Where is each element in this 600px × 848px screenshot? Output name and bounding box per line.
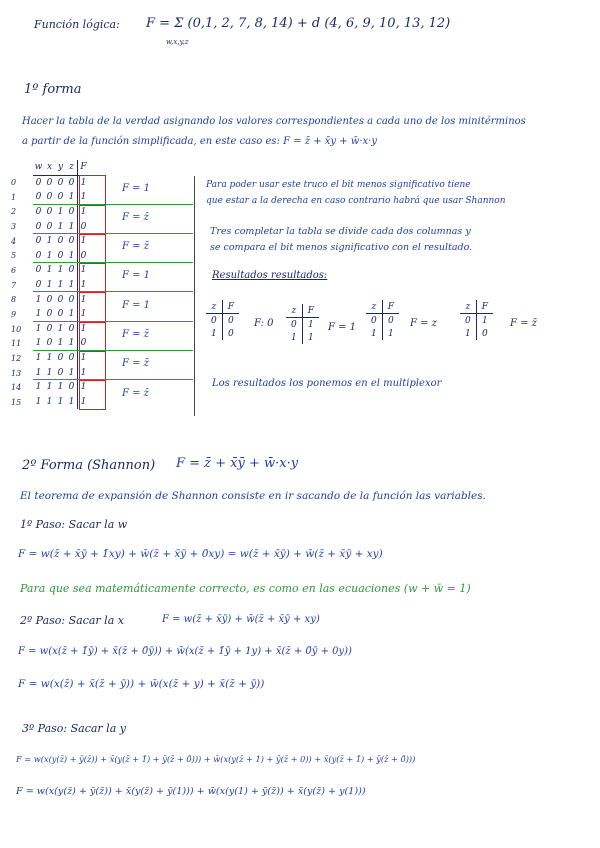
cell: 0: [46, 192, 53, 203]
row-number: 7: [11, 281, 17, 290]
group-result: F = z̄: [122, 241, 149, 252]
group-result: F = z̄: [122, 358, 149, 369]
pair-box: [79, 322, 106, 352]
cell: 0: [78, 249, 90, 264]
cell: 1: [302, 331, 319, 344]
cell: 0: [68, 382, 75, 393]
cell: 1: [78, 395, 90, 410]
cell: 0: [476, 327, 493, 340]
group-divider: [33, 233, 193, 234]
cell: 1: [382, 327, 399, 340]
group-result: F = z̄: [122, 212, 149, 223]
cell: 1: [46, 280, 53, 291]
cell: 1: [78, 234, 90, 249]
note-1-line-2: que estar a la derecha en caso contrario habrá que usar Shannon: [206, 196, 506, 206]
cell: F: [382, 300, 399, 314]
section-divider: [194, 176, 195, 416]
cell: 0: [57, 309, 64, 320]
cell: 0: [78, 219, 90, 234]
cell: 0: [57, 353, 64, 364]
row-number: 5: [11, 251, 17, 260]
result-label-1: F: 0: [254, 318, 274, 329]
col-header-x: x: [44, 160, 55, 175]
group-result: F = 1: [122, 270, 151, 281]
cell: 0: [68, 353, 75, 364]
group-result: F = 1: [122, 300, 151, 311]
result-table-3: [366, 300, 399, 340]
row-number: 0: [11, 178, 17, 187]
cell: 1: [68, 280, 75, 291]
cell: 1: [211, 328, 217, 339]
pair-box: [79, 175, 106, 205]
cell: 0: [68, 265, 75, 276]
cell: 0: [35, 221, 42, 232]
cell: 0: [46, 323, 53, 334]
row-number: 12: [11, 354, 22, 363]
cell: 0: [35, 236, 42, 247]
cell: 1: [57, 207, 64, 218]
cell: 0: [371, 315, 377, 326]
step-3-equation-b: F = w(x(y(z̄) + ȳ(z̄)) + x̄(y(z̄) + ȳ(1))) + w̄(x(y(1) + ȳ(z̄)) + x̄(y(z̄) + y(1))): [16, 786, 366, 797]
second-form-title: 2º Forma (Shannon): [22, 458, 156, 473]
cell: 1: [46, 396, 53, 407]
cell: 1: [78, 205, 90, 220]
intro-line-2: a partir de la función simplificada, en este caso es: F = z̄ + x̄y + w̄·x·y: [22, 136, 377, 147]
step-3-title: 3º Paso: Sacar la y: [22, 722, 126, 735]
second-form-formula: F = z̄ + x̄ȳ + w̄·x·y: [176, 456, 299, 471]
cell: 0: [57, 236, 64, 247]
mux-note: Los resultados los ponemos en el multiplexor: [212, 378, 442, 389]
cell: 1: [46, 353, 53, 364]
col-header-y: y: [55, 160, 66, 175]
cell: 1: [68, 396, 75, 407]
cell: 0: [46, 177, 53, 188]
result-label-2: F = 1: [328, 322, 357, 333]
row-number: 11: [11, 339, 22, 348]
cell: 0: [222, 314, 239, 328]
cell: 0: [211, 315, 217, 326]
cell: z: [460, 300, 476, 314]
cell: 0: [465, 315, 471, 326]
cell: 1: [78, 322, 90, 337]
cell: 1: [57, 265, 64, 276]
cell: 0: [68, 294, 75, 305]
cell: 0: [46, 338, 53, 349]
row-number: 10: [11, 325, 22, 334]
step-2-equation-b: F = w(x(z̄) + x̄(z̄ + ȳ)) + w̄(x(z̄ + y) + x̄(z̄ + ȳ)): [18, 678, 265, 690]
pair-box: [79, 234, 106, 264]
truth-table-header: [33, 160, 89, 175]
function-equation: F = Σ (0,1, 2, 7, 8, 14) + d (4, 6, 9, 10, 13, 12): [146, 16, 451, 31]
group-result: F = z̄: [122, 329, 149, 340]
group-divider: [33, 379, 193, 380]
row-number: 2: [11, 207, 17, 216]
cell: 0: [57, 294, 64, 305]
cell: 1: [57, 280, 64, 291]
intro-line-1: Hacer la tabla de la verdad asignando los valores correspondientes a cada uno de los minitérminos: [22, 116, 526, 127]
col-header-w: w: [33, 160, 44, 175]
pair-box: [79, 292, 106, 322]
group-divider: [33, 204, 193, 205]
group-result: F = 1: [122, 183, 151, 194]
row-number: 13: [11, 369, 22, 378]
cell: 0: [35, 250, 42, 261]
cell: 0: [291, 319, 297, 330]
cell: 1: [476, 314, 493, 328]
cell: 1: [78, 307, 90, 322]
group-result: F = z̄: [122, 388, 149, 399]
row-number: 6: [11, 266, 17, 275]
cell: 1: [68, 250, 75, 261]
cell: 0: [35, 280, 42, 291]
cell: 1: [57, 323, 64, 334]
cell: 0: [57, 367, 64, 378]
cell: 1: [46, 250, 53, 261]
cell: 0: [35, 207, 42, 218]
cell: 1: [291, 332, 297, 343]
group-divider: [33, 291, 193, 292]
result-label-3: F = z: [410, 318, 437, 329]
cell: z: [206, 300, 222, 314]
cell: 1: [78, 351, 90, 366]
cell: 1: [68, 221, 75, 232]
cell: 1: [46, 236, 53, 247]
cell: 0: [46, 309, 53, 320]
result-label-4: F = z̄: [510, 318, 537, 329]
cell: 0: [57, 177, 64, 188]
col-header-f: F: [78, 160, 90, 175]
cell: 1: [57, 382, 64, 393]
cell: F: [476, 300, 493, 314]
cell: 1: [35, 294, 42, 305]
group-divider: [33, 350, 193, 351]
cell: 0: [68, 177, 75, 188]
group-divider: [33, 321, 193, 322]
cell: 0: [78, 336, 90, 351]
cell: 1: [35, 309, 42, 320]
row-number: 1: [11, 193, 17, 202]
cell: 0: [382, 314, 399, 328]
function-label: Función lógica:: [34, 18, 120, 31]
cell: 1: [35, 367, 42, 378]
cell: z: [286, 304, 302, 318]
note-1-line-1: Para poder usar este truco el bit menos significativo tiene: [206, 180, 471, 190]
note-2-line-1: Tres completar la tabla se divide cada dos columnas y: [210, 226, 471, 237]
cell: 1: [78, 365, 90, 380]
cell: 1: [68, 309, 75, 320]
cell: 1: [68, 192, 75, 203]
row-number: 9: [11, 310, 17, 319]
cell: 1: [78, 263, 90, 278]
cell: 0: [46, 221, 53, 232]
row-number: 15: [11, 398, 22, 407]
green-note: Para que sea matemáticamente correcto, es como en las ecuaciones (w + w̄ = 1): [20, 582, 471, 595]
step-1-title: 1º Paso: Sacar la w: [20, 518, 128, 531]
cell: 1: [35, 323, 42, 334]
cell: 1: [46, 367, 53, 378]
row-number: 8: [11, 295, 17, 304]
col-header-z: z: [66, 160, 78, 175]
cell: 1: [78, 292, 90, 307]
step-1-equation: F = w(z̄ + x̄ȳ + 1̄xy) + w̄(z̄ + x̄ȳ + 0̄xy) = w(z̄ + x̄ȳ) + w̄(z̄ + x̄ȳ + xy): [18, 548, 383, 560]
row-number: 14: [11, 383, 22, 392]
cell: F: [302, 304, 319, 318]
first-form-title: 1º forma: [24, 82, 82, 97]
cell: 0: [35, 177, 42, 188]
cell: F: [222, 300, 239, 314]
note-2-line-2: se compara el bit menos significativo con el resultado.: [210, 242, 473, 253]
cell: 1: [302, 318, 319, 332]
cell: 1: [68, 367, 75, 378]
cell: z: [366, 300, 382, 314]
cell: 0: [68, 207, 75, 218]
step-2-equation-a: F = w(x(z̄ + 1̄ȳ) + x̄(z̄ + 0̄ȳ)) + w̄(x(z̄ + 1̄ȳ + 1y) + x̄(z̄ + 0̄ȳ + 0y)): [18, 646, 352, 657]
row-number: 3: [11, 222, 17, 231]
row-number: 4: [11, 237, 17, 246]
step-3-equation-a: F = w(x(y(z̄) + ȳ(z̄)) + x̄(y(z̄ + 1̄) + ȳ(z̄ + 0̄))) + w̄(x(y(z̄ + 1) + ȳ(z̄ + 0)) + x̄(y(z̄ + 1̄) + ȳ(z̄ + 0̄))): [16, 754, 416, 764]
result-table-1: [206, 300, 239, 340]
cell: 1: [68, 338, 75, 349]
result-table-2: [286, 304, 319, 344]
cell: 0: [46, 294, 53, 305]
pair-box: [79, 351, 106, 381]
step-2-title: 2º Paso: Sacar la x: [20, 614, 124, 627]
cell: 1: [78, 175, 90, 190]
cell: 1: [35, 353, 42, 364]
cell: 0: [57, 192, 64, 203]
results-title: Resultados resultados:: [212, 270, 328, 281]
cell: 1: [46, 382, 53, 393]
result-table-4: [460, 300, 493, 340]
shannon-intro: El teorema de expansión de Shannon consiste en ir sacando de la función las variables.: [20, 490, 486, 502]
cell: 1: [57, 338, 64, 349]
pair-box: [79, 380, 106, 410]
cell: 1: [57, 221, 64, 232]
cell: 0: [35, 265, 42, 276]
cell: 1: [465, 328, 471, 339]
pair-box: [79, 205, 106, 235]
cell: 1: [35, 338, 42, 349]
pair-box: [79, 263, 106, 293]
cell: 1: [57, 396, 64, 407]
cell: 0: [68, 323, 75, 334]
cell: 1: [78, 190, 90, 205]
cell: 0: [222, 327, 239, 340]
cell: 1: [78, 278, 90, 293]
step-2-recap: F = w(z̄ + x̄ȳ) + w̄(z̄ + x̄ȳ + xy): [162, 614, 320, 625]
cell: 1: [78, 380, 90, 395]
cell: 1: [35, 396, 42, 407]
cell: 1: [35, 382, 42, 393]
cell: 0: [68, 236, 75, 247]
cell: 1: [46, 265, 53, 276]
cell: 0: [35, 192, 42, 203]
cell: 0: [57, 250, 64, 261]
sum-subscript: w,x,y,z: [166, 38, 189, 46]
cell: 1: [371, 328, 377, 339]
group-divider: [33, 262, 193, 263]
cell: 0: [46, 207, 53, 218]
